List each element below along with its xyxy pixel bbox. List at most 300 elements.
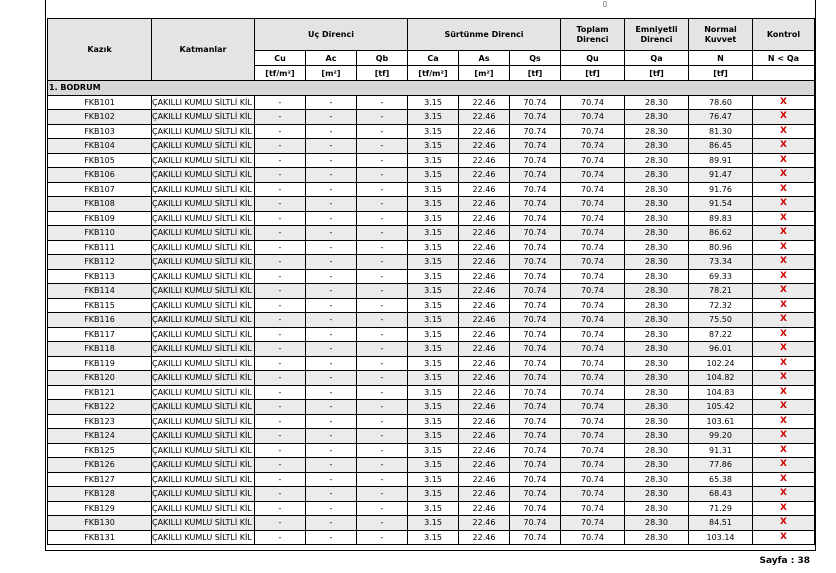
qu-value: 70.74 (561, 168, 625, 183)
qb-value: - (357, 385, 408, 400)
control-mark: X (753, 240, 815, 255)
ca-value: 3.15 (408, 458, 459, 473)
as-value: 22.46 (459, 182, 510, 197)
qb-value: - (357, 414, 408, 429)
qa-value: 28.30 (625, 429, 689, 444)
pile-id: FKB110 (48, 226, 152, 241)
header-katmanlar: Katmanlar (152, 19, 255, 81)
qa-value: 28.30 (625, 240, 689, 255)
pile-id: FKB106 (48, 168, 152, 183)
table-row (48, 182, 815, 197)
layer-name: ÇAKILLI KUMLU SİLTLİ KİL (152, 153, 255, 168)
layer-name: ÇAKILLI KUMLU SİLTLİ KİL (152, 327, 255, 342)
table-row (48, 530, 815, 545)
ca-value: 3.15 (408, 414, 459, 429)
header-kazik: Kazık (48, 19, 152, 81)
ca-value: 3.15 (408, 284, 459, 299)
table-row (48, 211, 815, 226)
pile-id: FKB104 (48, 139, 152, 154)
cu-value: - (255, 327, 306, 342)
ca-value: 3.15 (408, 487, 459, 502)
qs-value: 70.74 (510, 313, 561, 328)
cu-value: - (255, 472, 306, 487)
cu-value: - (255, 443, 306, 458)
ca-value: 3.15 (408, 443, 459, 458)
ac-value: - (306, 226, 357, 241)
control-mark: X (753, 211, 815, 226)
layer-name: ÇAKILLI KUMLU SİLTLİ KİL (152, 182, 255, 197)
qs-value: 70.74 (510, 139, 561, 154)
table-row (48, 356, 815, 371)
qb-value: - (357, 443, 408, 458)
table-row (48, 385, 815, 400)
table-row (48, 110, 815, 125)
qb-value: - (357, 487, 408, 502)
pile-id: FKB122 (48, 400, 152, 415)
control-mark: X (753, 400, 815, 415)
cu-value: - (255, 400, 306, 415)
ca-value: 3.15 (408, 472, 459, 487)
cu-value: - (255, 313, 306, 328)
qu-value: 70.74 (561, 429, 625, 444)
qs-value: 70.74 (510, 182, 561, 197)
qa-value: 28.30 (625, 327, 689, 342)
qu-value: 70.74 (561, 182, 625, 197)
cu-value: - (255, 298, 306, 313)
ac-value: - (306, 269, 357, 284)
header-normal-kuvvet: Normal Kuvvet (689, 19, 753, 51)
ac-value: - (306, 400, 357, 415)
cu-value: - (255, 342, 306, 357)
table-row (48, 240, 815, 255)
as-value: 22.46 (459, 298, 510, 313)
cu-value: - (255, 168, 306, 183)
qs-value: 70.74 (510, 240, 561, 255)
qu-value: 70.74 (561, 501, 625, 516)
qb-value: - (357, 240, 408, 255)
unit-cell (753, 66, 815, 81)
ac-value: - (306, 371, 357, 386)
layer-name: ÇAKILLI KUMLU SİLTLİ KİL (152, 458, 255, 473)
qu-value: 70.74 (561, 197, 625, 212)
subheader-cell: Qs (510, 51, 561, 66)
ac-value: - (306, 153, 357, 168)
as-value: 22.46 (459, 501, 510, 516)
pile-id: FKB111 (48, 240, 152, 255)
qu-value: 70.74 (561, 356, 625, 371)
qs-value: 70.74 (510, 327, 561, 342)
n-value: 89.83 (689, 211, 753, 226)
qa-value: 28.30 (625, 298, 689, 313)
control-mark: X (753, 95, 815, 110)
qs-value: 70.74 (510, 269, 561, 284)
qa-value: 28.30 (625, 284, 689, 299)
qa-value: 28.30 (625, 516, 689, 531)
qs-value: 70.74 (510, 414, 561, 429)
cu-value: - (255, 211, 306, 226)
qa-value: 28.30 (625, 124, 689, 139)
qa-value: 28.30 (625, 269, 689, 284)
n-value: 104.82 (689, 371, 753, 386)
table-row (48, 153, 815, 168)
n-value: 103.61 (689, 414, 753, 429)
n-value: 104.83 (689, 385, 753, 400)
ac-value: - (306, 385, 357, 400)
pile-id: FKB119 (48, 356, 152, 371)
qa-value: 28.30 (625, 371, 689, 386)
ca-value: 3.15 (408, 197, 459, 212)
n-value: 69.33 (689, 269, 753, 284)
unit-cell: [tf] (689, 66, 753, 81)
pile-id: FKB108 (48, 197, 152, 212)
pile-id: FKB120 (48, 371, 152, 386)
table-row (48, 371, 815, 386)
as-value: 22.46 (459, 211, 510, 226)
as-value: 22.46 (459, 414, 510, 429)
qs-value: 70.74 (510, 385, 561, 400)
qs-value: 70.74 (510, 516, 561, 531)
ca-value: 3.15 (408, 327, 459, 342)
qb-value: - (357, 284, 408, 299)
control-mark: X (753, 110, 815, 125)
as-value: 22.46 (459, 255, 510, 270)
qa-value: 28.30 (625, 472, 689, 487)
pile-id: FKB130 (48, 516, 152, 531)
qu-value: 70.74 (561, 269, 625, 284)
control-mark: X (753, 342, 815, 357)
ac-value: - (306, 95, 357, 110)
qb-value: - (357, 197, 408, 212)
layer-name: ÇAKILLI KUMLU SİLTLİ KİL (152, 240, 255, 255)
qb-value: - (357, 255, 408, 270)
ac-value: - (306, 443, 357, 458)
ca-value: 3.15 (408, 255, 459, 270)
n-value: 72.32 (689, 298, 753, 313)
control-mark: X (753, 530, 815, 545)
ca-value: 3.15 (408, 269, 459, 284)
ac-value: - (306, 255, 357, 270)
n-value: 75.50 (689, 313, 753, 328)
ca-value: 3.15 (408, 385, 459, 400)
qu-value: 70.74 (561, 385, 625, 400)
as-value: 22.46 (459, 95, 510, 110)
subheader-cell: Ca (408, 51, 459, 66)
qu-value: 70.74 (561, 414, 625, 429)
control-mark: X (753, 458, 815, 473)
qb-value: - (357, 269, 408, 284)
qu-value: 70.74 (561, 139, 625, 154)
qb-value: - (357, 124, 408, 139)
ac-value: - (306, 182, 357, 197)
layer-name: ÇAKILLI KUMLU SİLTLİ KİL (152, 124, 255, 139)
pile-id: FKB121 (48, 385, 152, 400)
qb-value: - (357, 182, 408, 197)
table-row (48, 168, 815, 183)
qs-value: 70.74 (510, 153, 561, 168)
unit-cell: [tf] (510, 66, 561, 81)
qa-value: 28.30 (625, 168, 689, 183)
table-row (48, 95, 815, 110)
table-row (48, 139, 815, 154)
control-mark: X (753, 516, 815, 531)
qu-value: 70.74 (561, 313, 625, 328)
header-toplam-direnci: Toplam Direnci (561, 19, 625, 51)
ca-value: 3.15 (408, 371, 459, 386)
qb-value: - (357, 313, 408, 328)
pile-id: FKB116 (48, 313, 152, 328)
qu-value: 70.74 (561, 458, 625, 473)
as-value: 22.46 (459, 356, 510, 371)
control-mark: X (753, 139, 815, 154)
layer-name: ÇAKILLI KUMLU SİLTLİ KİL (152, 168, 255, 183)
ac-value: - (306, 240, 357, 255)
table-row (48, 487, 815, 502)
qu-value: 70.74 (561, 530, 625, 545)
qb-value: - (357, 226, 408, 241)
subheader-cell: Ac (306, 51, 357, 66)
qb-value: - (357, 327, 408, 342)
cu-value: - (255, 110, 306, 125)
cu-value: - (255, 429, 306, 444)
qb-value: - (357, 530, 408, 545)
qs-value: 70.74 (510, 458, 561, 473)
control-mark: X (753, 269, 815, 284)
pile-id: FKB115 (48, 298, 152, 313)
layer-name: ÇAKILLI KUMLU SİLTLİ KİL (152, 356, 255, 371)
qa-value: 28.30 (625, 255, 689, 270)
pile-id: FKB113 (48, 269, 152, 284)
ca-value: 3.15 (408, 124, 459, 139)
as-value: 22.46 (459, 443, 510, 458)
unit-cell: [tf] (561, 66, 625, 81)
ac-value: - (306, 124, 357, 139)
unit-cell: [tf] (357, 66, 408, 81)
qa-value: 28.30 (625, 182, 689, 197)
qu-value: 70.74 (561, 342, 625, 357)
qb-value: - (357, 153, 408, 168)
table-row (48, 226, 815, 241)
layer-name: ÇAKILLI KUMLU SİLTLİ KİL (152, 95, 255, 110)
ac-value: - (306, 197, 357, 212)
ac-value: - (306, 284, 357, 299)
control-mark: X (753, 255, 815, 270)
qa-value: 28.30 (625, 95, 689, 110)
n-value: 76.47 (689, 110, 753, 125)
header-emniyetli-direnci: Emniyetli Direnci (625, 19, 689, 51)
control-mark: X (753, 385, 815, 400)
n-value: 81.30 (689, 124, 753, 139)
qb-value: - (357, 211, 408, 226)
control-mark: X (753, 371, 815, 386)
pile-id: FKB109 (48, 211, 152, 226)
ac-value: - (306, 342, 357, 357)
layer-name: ÇAKILLI KUMLU SİLTLİ KİL (152, 313, 255, 328)
cu-value: - (255, 182, 306, 197)
ac-value: - (306, 487, 357, 502)
pile-id: FKB112 (48, 255, 152, 270)
n-value: 103.14 (689, 530, 753, 545)
qs-value: 70.74 (510, 371, 561, 386)
table-row (48, 429, 815, 444)
qb-value: - (357, 400, 408, 415)
subheader-cell: N (689, 51, 753, 66)
pile-id: FKB107 (48, 182, 152, 197)
table-row (48, 443, 815, 458)
ca-value: 3.15 (408, 530, 459, 545)
top-mark: ▯ (603, 0, 607, 8)
cu-value: - (255, 371, 306, 386)
qa-value: 28.30 (625, 226, 689, 241)
table-row (48, 313, 815, 328)
subheader-cell: Qu (561, 51, 625, 66)
layer-name: ÇAKILLI KUMLU SİLTLİ KİL (152, 429, 255, 444)
as-value: 22.46 (459, 327, 510, 342)
qu-value: 70.74 (561, 371, 625, 386)
layer-name: ÇAKILLI KUMLU SİLTLİ KİL (152, 255, 255, 270)
ca-value: 3.15 (408, 153, 459, 168)
n-value: 99.20 (689, 429, 753, 444)
ca-value: 3.15 (408, 226, 459, 241)
layer-name: ÇAKILLI KUMLU SİLTLİ KİL (152, 472, 255, 487)
n-value: 91.47 (689, 168, 753, 183)
layer-name: ÇAKILLI KUMLU SİLTLİ KİL (152, 269, 255, 284)
pile-id: FKB127 (48, 472, 152, 487)
as-value: 22.46 (459, 110, 510, 125)
qb-value: - (357, 371, 408, 386)
qa-value: 28.30 (625, 342, 689, 357)
layer-name: ÇAKILLI KUMLU SİLTLİ KİL (152, 197, 255, 212)
ac-value: - (306, 313, 357, 328)
section-row (48, 81, 815, 96)
subheader-cell: Cu (255, 51, 306, 66)
table-row (48, 197, 815, 212)
layer-name: ÇAKILLI KUMLU SİLTLİ KİL (152, 226, 255, 241)
ac-value: - (306, 458, 357, 473)
pile-id: FKB117 (48, 327, 152, 342)
qu-value: 70.74 (561, 443, 625, 458)
qb-value: - (357, 458, 408, 473)
qs-value: 70.74 (510, 197, 561, 212)
qs-value: 70.74 (510, 110, 561, 125)
qb-value: - (357, 168, 408, 183)
qu-value: 70.74 (561, 153, 625, 168)
qs-value: 70.74 (510, 226, 561, 241)
control-mark: X (753, 298, 815, 313)
table-row (48, 284, 815, 299)
qs-value: 70.74 (510, 443, 561, 458)
pile-id: FKB123 (48, 414, 152, 429)
as-value: 22.46 (459, 530, 510, 545)
qa-value: 28.30 (625, 139, 689, 154)
n-value: 80.96 (689, 240, 753, 255)
qa-value: 28.30 (625, 501, 689, 516)
qb-value: - (357, 472, 408, 487)
table-row (48, 124, 815, 139)
cu-value: - (255, 501, 306, 516)
as-value: 22.46 (459, 124, 510, 139)
n-value: 102.24 (689, 356, 753, 371)
control-mark: X (753, 168, 815, 183)
qb-value: - (357, 95, 408, 110)
n-value: 78.60 (689, 95, 753, 110)
qb-value: - (357, 110, 408, 125)
ac-value: - (306, 472, 357, 487)
qs-value: 70.74 (510, 429, 561, 444)
as-value: 22.46 (459, 153, 510, 168)
subheader-cell: Qa (625, 51, 689, 66)
layer-name: ÇAKILLI KUMLU SİLTLİ KİL (152, 400, 255, 415)
table-row (48, 269, 815, 284)
control-mark: X (753, 327, 815, 342)
table-row (48, 298, 815, 313)
cu-value: - (255, 269, 306, 284)
cu-value: - (255, 95, 306, 110)
cu-value: - (255, 356, 306, 371)
ac-value: - (306, 110, 357, 125)
page-number: Sayfa : 38 (759, 556, 810, 566)
ac-value: - (306, 501, 357, 516)
ac-value: - (306, 516, 357, 531)
n-value: 84.51 (689, 516, 753, 531)
qa-value: 28.30 (625, 400, 689, 415)
ac-value: - (306, 139, 357, 154)
ca-value: 3.15 (408, 400, 459, 415)
as-value: 22.46 (459, 284, 510, 299)
ac-value: - (306, 429, 357, 444)
n-value: 65.38 (689, 472, 753, 487)
header-uc-direnci: Uç Direnci (255, 19, 408, 51)
control-mark: X (753, 443, 815, 458)
qu-value: 70.74 (561, 211, 625, 226)
cu-value: - (255, 255, 306, 270)
cu-value: - (255, 487, 306, 502)
n-value: 86.62 (689, 226, 753, 241)
pile-capacity-table (47, 18, 815, 545)
table-row (48, 414, 815, 429)
ca-value: 3.15 (408, 313, 459, 328)
ac-value: - (306, 327, 357, 342)
layer-name: ÇAKILLI KUMLU SİLTLİ KİL (152, 530, 255, 545)
qu-value: 70.74 (561, 255, 625, 270)
cu-value: - (255, 226, 306, 241)
pile-id: FKB103 (48, 124, 152, 139)
qb-value: - (357, 429, 408, 444)
pile-id: FKB126 (48, 458, 152, 473)
qa-value: 28.30 (625, 458, 689, 473)
section-title: 1. BODRUM (48, 81, 815, 96)
cu-value: - (255, 530, 306, 545)
subheader-cell: Qb (357, 51, 408, 66)
subheader-cell: N < Qa (753, 51, 815, 66)
as-value: 22.46 (459, 168, 510, 183)
qa-value: 28.30 (625, 211, 689, 226)
qu-value: 70.74 (561, 110, 625, 125)
as-value: 22.46 (459, 371, 510, 386)
qa-value: 28.30 (625, 487, 689, 502)
table-row (48, 501, 815, 516)
control-mark: X (753, 429, 815, 444)
table-row (48, 342, 815, 357)
control-mark: X (753, 313, 815, 328)
as-value: 22.46 (459, 197, 510, 212)
ca-value: 3.15 (408, 298, 459, 313)
layer-name: ÇAKILLI KUMLU SİLTLİ KİL (152, 342, 255, 357)
cu-value: - (255, 124, 306, 139)
layer-name: ÇAKILLI KUMLU SİLTLİ KİL (152, 487, 255, 502)
pile-id: FKB124 (48, 429, 152, 444)
ca-value: 3.15 (408, 211, 459, 226)
control-mark: X (753, 472, 815, 487)
